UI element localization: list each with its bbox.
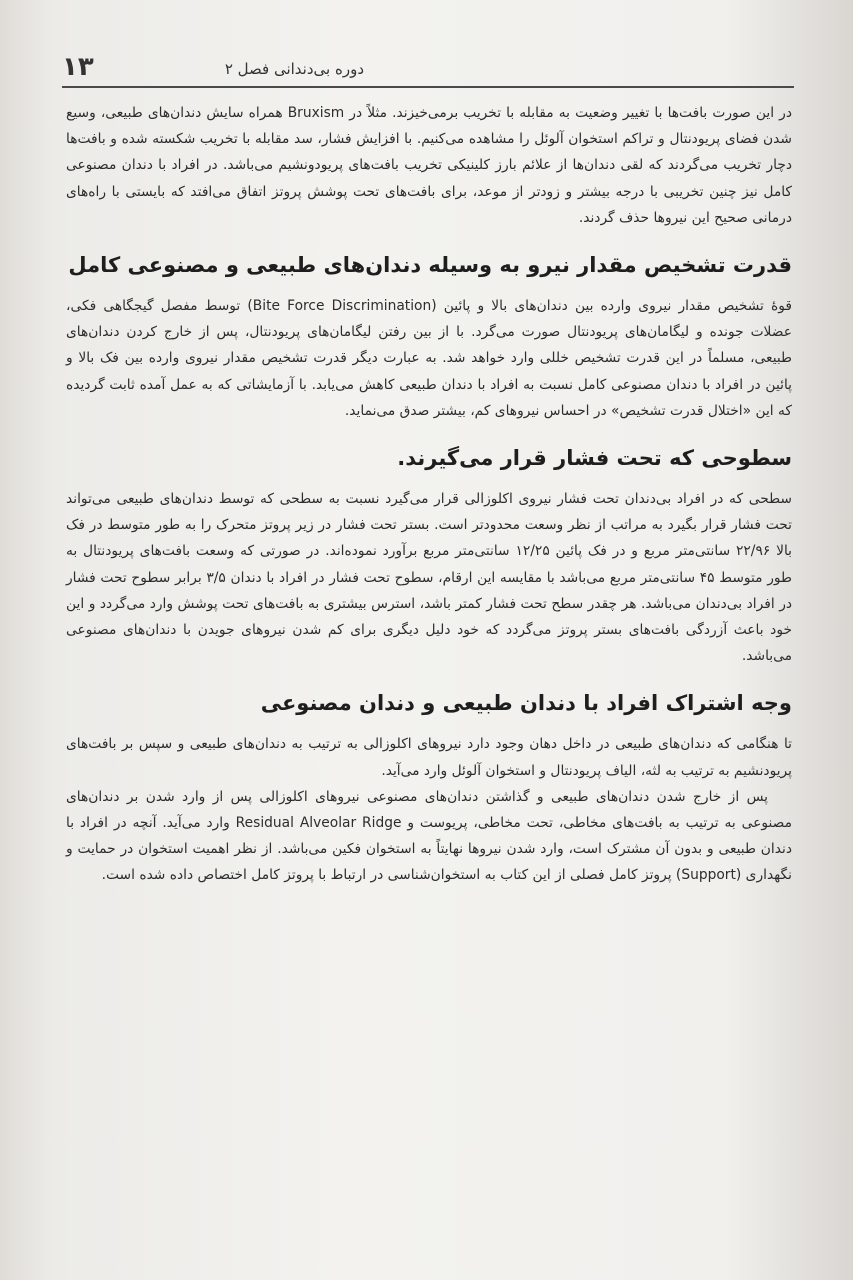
page-body <box>66 100 792 889</box>
section-heading: قدرت تشخیص مقدار نیرو به وسیله دندان‌های طبیعی و مصنوعی کامل <box>68 253 792 278</box>
paragraph: در این صورت بافت‌ها با تغییر وضعیت به مقابله با تخریب برمی‌خیزند. مثلاً در Bruxism همراه سایش دندان‌های طبیعی، وسیع شدن فضای پریودنتال و تراکم استخوان آلوئل را مشاهده می‌کنیم. با افزایش فشار، سد مقابله با تخریب شکسته شده و بافت‌ها دچار تخریب می‌گردند که لقی دندان‌ها از علائم بارز کلینیکی تخریب بافت‌های پریودونشیم می‌باشد. در افراد با دندان مصنوعی کامل نیز چنین تخریبی با درجه بیشتر و زودتر از موعد، برای بافت‌های تحت پوشش پروتز اتفاق می‌افتد که بایستی با راه‌های درمانی صحیح این نیروها حذف گردند. <box>66 105 792 226</box>
paragraph: پس از خارج شدن دندان‌های طبیعی و گذاشتن دندان‌های مصنوعی نیروهای اکلوزالی پس از وارد شدن بر دندان‌های مصنوعی به ترتیب به بافت‌های مخاطی، تحت مخاطی، پریوست و Residual Alveolar Ridge وارد می‌آید. آنچه در افراد با دندان طبیعی و بدون آن مشترک است، وارد شدن نیروها نهایتاً به استخوان فکین می‌باشد. از نظر اهمیت استخوان در حمایت و نگهداری (Support) پروتز کامل فصلی از این کتاب به استخوان‌شناسی در ارتباط با پروتز کامل اختصاص داده شده است. <box>66 788 793 884</box>
paragraph: تا هنگامی که دندان‌های طبیعی در داخل دهان وجود دارد نیروهای اکلوزالی به ترتیب به دندان‌های طبیعی و سپس بر بافت‌های پریودنشیم به ترتیب به لثه، الیاف پریودنتال و استخوان آلوئل وارد می‌آید. <box>66 736 792 779</box>
running-header <box>62 52 794 88</box>
running-title: دوره بی‌دندانی فصل ۲ <box>224 60 364 78</box>
page-number: ۱۳ <box>62 52 94 82</box>
section-heading: سطوحی که تحت فشار قرار می‌گیرند. <box>397 446 792 471</box>
section-heading: وجه اشتراک افراد با دندان طبیعی و دندان مصنوعی <box>260 691 792 716</box>
paragraph: سطحی که در افراد بی‌دندان تحت فشار نیروی اکلوزالی قرار می‌گیرد نسبت به سطحی که توسط دندان‌های طبیعی می‌تواند تحت فشار قرار بگیرد به مراتب از نظر وسعت محدودتر است. بستر تحت فشار در زیر پروتز متحرک را به طور متوسط در فک بالا ۲۲/۹۶ سانتی‌متر مربع و در فک پائین ۱۲/۲۵ سانتی‌متر مربع برآورد نموده‌اند. در صورتی که وسعت بافت‌های پریودنتال به طور متوسط ۴۵ سانتی‌متر مربع می‌باشد با مقایسه این ارقام، سطوح تحت فشار در افراد با دندان ۳/۵ برابر سطوح تحت فشار در افراد بی‌دندان می‌باشد. هر چقدر سطح تحت فشار کمتر باشد، استرس بیشتری به بافت‌های تحت پوشش وارد می‌گردد و این خود باعث آزردگی بافت‌های بستر پروتز می‌گردد که خود دلیل دیگری برای کم شدن نیروهای جویدن با دندان‌های مصنوعی می‌باشد. <box>66 491 793 665</box>
paragraph: قوهٔ تشخیص مقدار نیروی وارده بین دندان‌های بالا و پائین (Bite Force Discrimination) توسط مفصل گیجگاهی فکی، عضلات جونده و لیگامان‌های پریودنتال صورت می‌گرد. با از بین رفتن لیگامان‌های پریودنتال، پس از خارج کردن دندان‌های طبیعی، مسلماً در این قدرت تشخیص خللی وارد خواهد شد. به عبارت دیگر قدرت تشخیص مقدار نیروی وارده بین فک بالا و پائین در افراد با دندان مصنوعی کامل نسبت به افراد با دندان طبیعی کاهش می‌یابد. با آزمایشاتی که به عمل آمده ثابت گردیده که این «اختلال قدرت تشخیص» در احساس نیروهای کم، بیشتر صدق می‌نماید. <box>66 298 792 419</box>
